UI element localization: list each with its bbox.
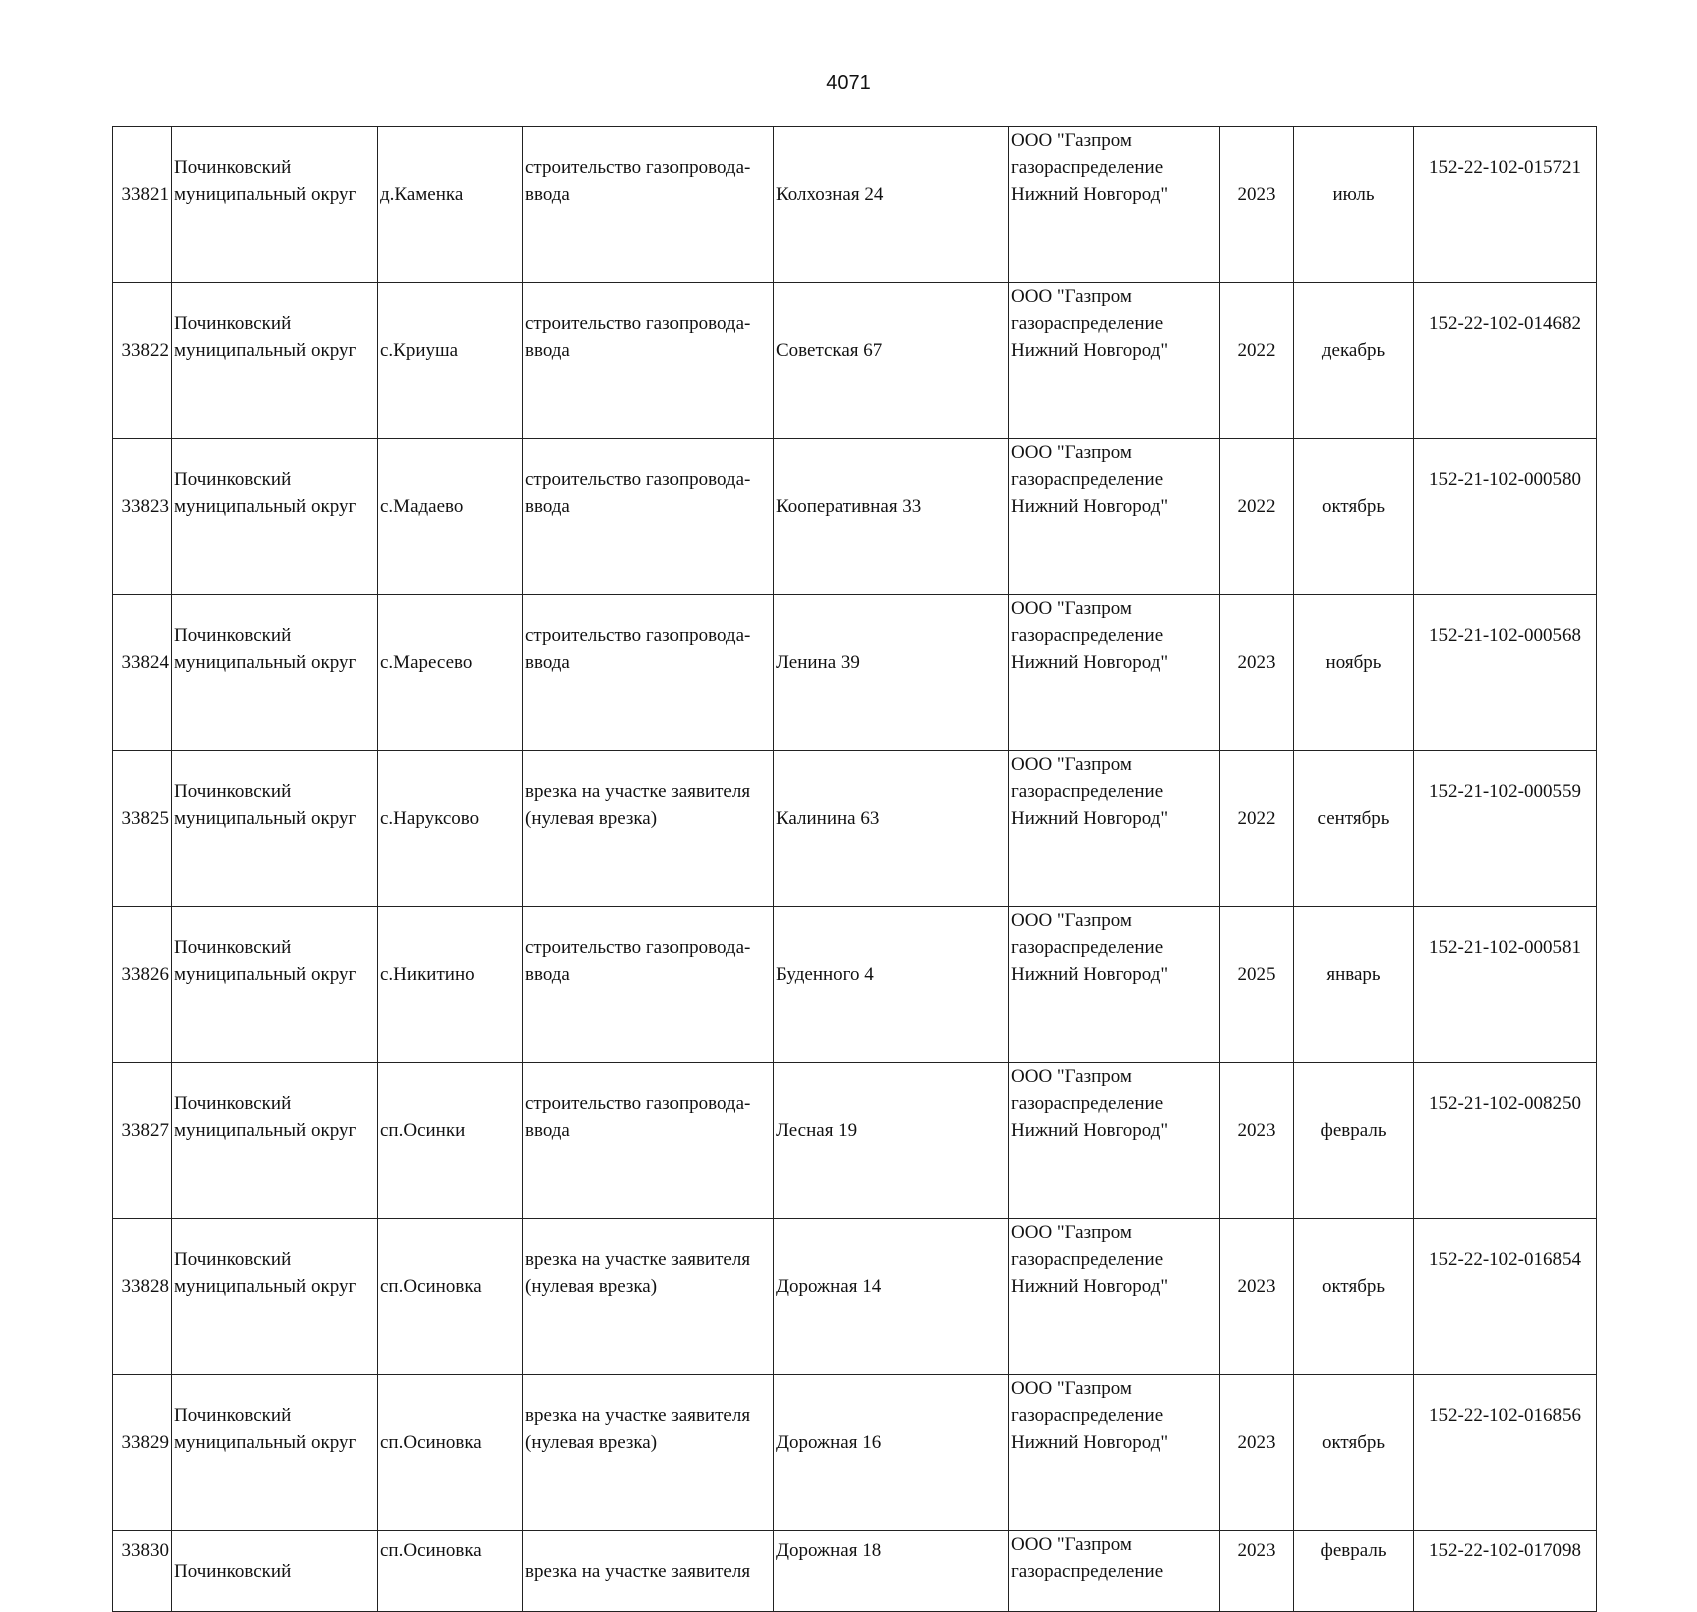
year-cell: 2023 — [1220, 1063, 1294, 1219]
organization-line: Нижний Новгород" — [1011, 184, 1169, 205]
address-cell: Дорожная 14 — [774, 1219, 1009, 1375]
address-cell: Кооперативная 33 — [774, 439, 1009, 595]
organization-line: ООО "Газпром — [1011, 1378, 1132, 1399]
work-type-line: (нулевая врезка) — [525, 1276, 658, 1297]
district-cell — [172, 595, 378, 751]
record-number-cell: 33828 — [113, 1219, 172, 1375]
district-line: муниципальный округ — [174, 1276, 357, 1297]
year-cell: 2023 — [1220, 127, 1294, 283]
organization-cell — [1009, 907, 1220, 1063]
work-type-line: ввода — [525, 652, 570, 673]
year-cell: 2022 — [1220, 751, 1294, 907]
district-cell — [172, 751, 378, 907]
year-cell: 2023 — [1220, 1219, 1294, 1375]
district-cell — [172, 907, 378, 1063]
month-cell: июль — [1294, 127, 1414, 283]
organization-line: Нижний Новгород" — [1011, 652, 1169, 673]
organization-line: газораспределение — [1011, 781, 1164, 802]
organization-cell — [1009, 283, 1220, 439]
work-type-line: строительство газопровода- — [525, 1093, 751, 1114]
organization-line: газораспределение — [1011, 625, 1164, 646]
organization-line: газораспределение — [1011, 1561, 1164, 1582]
work-type-line: врезка на участке заявителя — [525, 1561, 751, 1582]
work-type-line: (нулевая врезка) — [525, 1432, 658, 1453]
month-cell: январь — [1294, 907, 1414, 1063]
district-line: муниципальный округ — [174, 808, 357, 829]
application-code-cell: 152-21-102-000580 — [1414, 439, 1597, 595]
work-type-cell — [523, 127, 774, 283]
organization-line: ООО "Газпром — [1011, 910, 1132, 931]
work-type-line: строительство газопровода- — [525, 625, 751, 646]
table-row — [113, 439, 1597, 595]
table-row — [113, 1063, 1597, 1219]
year-cell: 2022 — [1220, 439, 1294, 595]
organization-line: ООО "Газпром — [1011, 1222, 1132, 1243]
month-cell: октябрь — [1294, 1375, 1414, 1531]
organization-line: Нижний Новгород" — [1011, 496, 1169, 517]
application-code-cell: 152-22-102-016856 — [1414, 1375, 1597, 1531]
month-cell: октябрь — [1294, 1219, 1414, 1375]
work-type-line: ввода — [525, 964, 570, 985]
settlement-cell: сп.Осиновка — [378, 1531, 523, 1612]
work-type-line: ввода — [525, 496, 570, 517]
table-row — [113, 127, 1597, 283]
organization-line: газораспределение — [1011, 1405, 1164, 1426]
application-code-cell: 152-22-102-015721 — [1414, 127, 1597, 283]
work-type-cell — [523, 595, 774, 751]
year-cell: 2025 — [1220, 907, 1294, 1063]
record-number-cell: 33830 — [113, 1531, 172, 1612]
application-code-cell: 152-21-102-000568 — [1414, 595, 1597, 751]
organization-line: газораспределение — [1011, 469, 1164, 490]
district-line: муниципальный округ — [174, 652, 357, 673]
address-cell: Дорожная 18 — [774, 1531, 1009, 1612]
application-code-cell: 152-22-102-014682 — [1414, 283, 1597, 439]
organization-cell — [1009, 1531, 1220, 1612]
table-row — [113, 907, 1597, 1063]
settlement-cell: с.Маресево — [378, 595, 523, 751]
district-line: Починковский — [174, 1249, 292, 1270]
organization-cell — [1009, 751, 1220, 907]
organization-line: Нижний Новгород" — [1011, 1276, 1169, 1297]
gasification-registry-table — [112, 126, 1597, 1612]
organization-line: ООО "Газпром — [1011, 1066, 1132, 1087]
district-cell — [172, 1219, 378, 1375]
year-cell: 2023 — [1220, 1531, 1294, 1612]
record-number-cell: 33829 — [113, 1375, 172, 1531]
organization-cell — [1009, 1375, 1220, 1531]
table-row — [113, 1219, 1597, 1375]
address-cell: Советская 67 — [774, 283, 1009, 439]
organization-line: ООО "Газпром — [1011, 598, 1132, 619]
application-code-cell: 152-22-102-017098 — [1414, 1531, 1597, 1612]
work-type-line: врезка на участке заявителя — [525, 1249, 751, 1270]
month-cell: февраль — [1294, 1063, 1414, 1219]
application-code-cell: 152-21-102-000559 — [1414, 751, 1597, 907]
organization-line: Нижний Новгород" — [1011, 808, 1169, 829]
district-line: муниципальный округ — [174, 340, 357, 361]
work-type-cell — [523, 1063, 774, 1219]
organization-cell — [1009, 439, 1220, 595]
address-cell: Дорожная 16 — [774, 1375, 1009, 1531]
table-body — [113, 127, 1597, 1612]
year-cell: 2023 — [1220, 1375, 1294, 1531]
work-type-line: (нулевая врезка) — [525, 808, 658, 829]
district-line: муниципальный округ — [174, 184, 357, 205]
table-row — [113, 283, 1597, 439]
record-number-cell: 33823 — [113, 439, 172, 595]
work-type-line: строительство газопровода- — [525, 937, 751, 958]
settlement-cell: сп.Осиновка — [378, 1219, 523, 1375]
application-code-cell: 152-22-102-016854 — [1414, 1219, 1597, 1375]
organization-line: Нижний Новгород" — [1011, 1120, 1169, 1141]
district-line: Починковский — [174, 1561, 292, 1582]
district-cell — [172, 127, 378, 283]
district-cell — [172, 1375, 378, 1531]
work-type-cell — [523, 1531, 774, 1612]
district-line: Починковский — [174, 781, 292, 802]
address-cell: Ленина 39 — [774, 595, 1009, 751]
address-cell: Колхозная 24 — [774, 127, 1009, 283]
work-type-line: строительство газопровода- — [525, 157, 751, 178]
district-line: Починковский — [174, 157, 292, 178]
district-line: Починковский — [174, 1093, 292, 1114]
year-cell: 2023 — [1220, 595, 1294, 751]
month-cell: декабрь — [1294, 283, 1414, 439]
organization-cell — [1009, 1219, 1220, 1375]
organization-line: ООО "Газпром — [1011, 754, 1132, 775]
organization-line: газораспределение — [1011, 157, 1164, 178]
district-line: муниципальный округ — [174, 1432, 357, 1453]
district-line: муниципальный округ — [174, 1120, 357, 1141]
organization-line: газораспределение — [1011, 937, 1164, 958]
organization-line: газораспределение — [1011, 1249, 1164, 1270]
record-number-cell: 33826 — [113, 907, 172, 1063]
district-line: Починковский — [174, 313, 292, 334]
district-cell — [172, 1531, 378, 1612]
district-line: Починковский — [174, 625, 292, 646]
record-number-cell: 33824 — [113, 595, 172, 751]
settlement-cell: с.Наруксово — [378, 751, 523, 907]
organization-cell — [1009, 127, 1220, 283]
application-code-cell: 152-21-102-000581 — [1414, 907, 1597, 1063]
work-type-line: ввода — [525, 1120, 570, 1141]
address-cell: Калинина 63 — [774, 751, 1009, 907]
organization-line: Нижний Новгород" — [1011, 1432, 1169, 1453]
organization-line: Нижний Новгород" — [1011, 964, 1169, 985]
record-number-cell: 33822 — [113, 283, 172, 439]
organization-cell — [1009, 595, 1220, 751]
record-number-cell: 33825 — [113, 751, 172, 907]
district-line: муниципальный округ — [174, 496, 357, 517]
month-cell: февраль — [1294, 1531, 1414, 1612]
settlement-cell: с.Никитино — [378, 907, 523, 1063]
record-number-cell: 33827 — [113, 1063, 172, 1219]
settlement-cell: сп.Осинки — [378, 1063, 523, 1219]
organization-line: газораспределение — [1011, 313, 1164, 334]
address-cell: Буденного 4 — [774, 907, 1009, 1063]
organization-line: газораспределение — [1011, 1093, 1164, 1114]
work-type-cell — [523, 283, 774, 439]
work-type-line: строительство газопровода- — [525, 469, 751, 490]
district-cell — [172, 1063, 378, 1219]
year-cell: 2022 — [1220, 283, 1294, 439]
organization-line: ООО "Газпром — [1011, 1534, 1132, 1555]
organization-cell — [1009, 1063, 1220, 1219]
work-type-line: строительство газопровода- — [525, 313, 751, 334]
organization-line: ООО "Газпром — [1011, 130, 1132, 151]
settlement-cell: сп.Осиновка — [378, 1375, 523, 1531]
table-row — [113, 1375, 1597, 1531]
work-type-cell — [523, 907, 774, 1063]
application-code-cell: 152-21-102-008250 — [1414, 1063, 1597, 1219]
district-cell — [172, 439, 378, 595]
month-cell: ноябрь — [1294, 595, 1414, 751]
work-type-cell — [523, 439, 774, 595]
page-number: 4071 — [826, 72, 871, 94]
record-number-cell: 33821 — [113, 127, 172, 283]
organization-line: ООО "Газпром — [1011, 286, 1132, 307]
organization-line: Нижний Новгород" — [1011, 340, 1169, 361]
table-row — [113, 595, 1597, 751]
district-line: Починковский — [174, 1405, 292, 1426]
organization-line: ООО "Газпром — [1011, 442, 1132, 463]
table-row — [113, 1531, 1597, 1612]
month-cell: сентябрь — [1294, 751, 1414, 907]
district-line: Починковский — [174, 469, 292, 490]
work-type-cell — [523, 751, 774, 907]
district-line: Починковский — [174, 937, 292, 958]
work-type-cell — [523, 1219, 774, 1375]
district-line: муниципальный округ — [174, 964, 357, 985]
settlement-cell: с.Мадаево — [378, 439, 523, 595]
work-type-line: ввода — [525, 340, 570, 361]
work-type-cell — [523, 1375, 774, 1531]
settlement-cell: с.Криуша — [378, 283, 523, 439]
address-cell: Лесная 19 — [774, 1063, 1009, 1219]
table-row — [113, 751, 1597, 907]
month-cell: октябрь — [1294, 439, 1414, 595]
work-type-line: врезка на участке заявителя — [525, 1405, 751, 1426]
work-type-line: ввода — [525, 184, 570, 205]
settlement-cell: д.Каменка — [378, 127, 523, 283]
district-cell — [172, 283, 378, 439]
work-type-line: врезка на участке заявителя — [525, 781, 751, 802]
